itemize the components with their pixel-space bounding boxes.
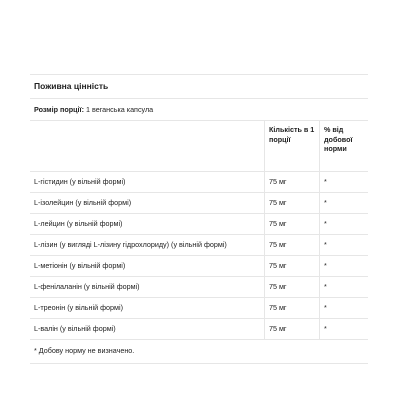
nutrient-name: L-лізин (у вигляді L-лізину гідрохлориду) (у вільній формі) [30,235,265,256]
nutrients-table [30,121,368,340]
column-header-amount: Кількість в 1 порції [265,121,320,172]
panel-title: Поживна цінність [30,74,368,99]
serving-size [30,99,368,121]
nutrient-name: L-метіонін (у вільній формі) [30,256,265,277]
nutrient-amount: 75 мг [265,172,320,193]
nutrient-amount: 75 мг [265,193,320,214]
serving-size-value: 1 веганська капсула [83,105,154,114]
nutrient-daily-value: * [320,214,369,235]
nutrient-name: L-гістидин (у вільній формі) [30,172,265,193]
table-row [30,298,368,319]
column-header-name [30,121,265,172]
table-row [30,214,368,235]
nutrient-amount: 75 мг [265,319,320,340]
column-header-daily-value: % від добової норми [320,121,369,172]
nutrient-daily-value: * [320,319,369,340]
nutrient-daily-value: * [320,256,369,277]
serving-size-label: Розмір порції: [34,105,84,114]
nutrient-amount: 75 мг [265,277,320,298]
table-row [30,235,368,256]
nutrient-amount: 75 мг [265,214,320,235]
nutrient-daily-value: * [320,298,369,319]
nutrient-name: L-треонін (у вільній формі) [30,298,265,319]
nutrient-daily-value: * [320,172,369,193]
nutrient-amount: 75 мг [265,298,320,319]
table-row [30,277,368,298]
nutrient-name: L-ізолейцин (у вільній формі) [30,193,265,214]
nutrient-name: L-валін (у вільній формі) [30,319,265,340]
nutrient-daily-value: * [320,277,369,298]
table-row [30,172,368,193]
nutrient-name: L-фенілаланін (у вільній формі) [30,277,265,298]
nutrient-daily-value: * [320,193,369,214]
table-header-row [30,121,368,172]
nutrient-amount: 75 мг [265,235,320,256]
nutrient-name: L-лейцин (у вільній формі) [30,214,265,235]
nutrient-daily-value: * [320,235,369,256]
nutrition-facts-panel [30,74,368,364]
footnote: * Добову норму не визначено. [30,340,368,364]
table-row [30,319,368,340]
nutrient-amount: 75 мг [265,256,320,277]
table-row [30,193,368,214]
table-row [30,256,368,277]
